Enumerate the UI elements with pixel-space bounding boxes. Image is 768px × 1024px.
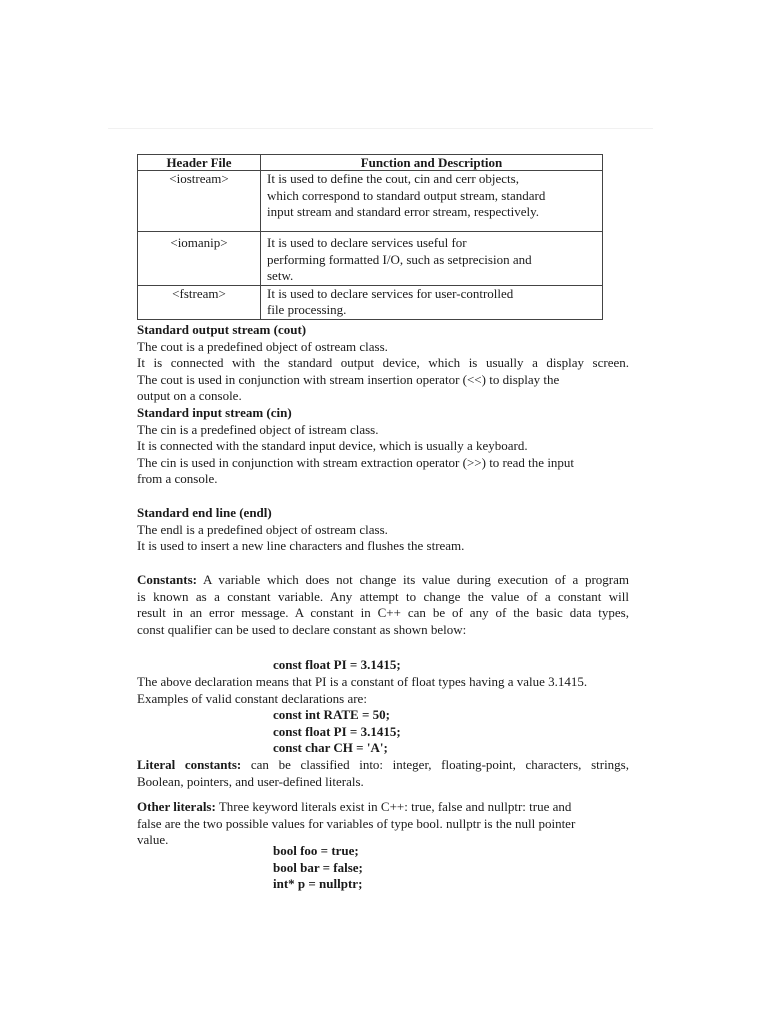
table-row: [138, 171, 603, 232]
paragraph-line: from a console.: [137, 471, 218, 487]
paragraph-line: value.: [137, 832, 169, 848]
paragraph-line: const qualifier can be used to declare constant as shown below:: [137, 621, 467, 637]
column-header-description: Function and Description: [261, 155, 603, 171]
stream-sections: [137, 322, 629, 488]
description-line: It is used to declare services useful for: [267, 235, 467, 250]
code-line: const char CH = 'A';: [273, 740, 388, 756]
paragraph-line: [137, 799, 629, 816]
constants-section: [137, 572, 629, 638]
paragraph-line: The cin is a predefined object of istream class.: [137, 421, 379, 437]
constants-label: Constants:: [137, 572, 197, 587]
header-file-cell: <iomanip>: [138, 232, 261, 286]
paragraph-line: It is connected with the standard input device, which is usually a keyboard.: [137, 438, 528, 454]
paragraph-text: can be classified into: integer, floating-point, characters, strings,: [241, 757, 629, 772]
paragraph-line: [137, 757, 629, 774]
paragraph-text: Three keyword literals exist in C++: true, false and nullptr: true and: [215, 799, 572, 814]
description-line: It is used to define the cout, cin and cerr objects,: [267, 171, 519, 186]
code-block: [273, 707, 401, 757]
code-block: [273, 843, 363, 893]
paragraph-line: The above declaration means that PI is a constant of float types having a value 3.1415.: [137, 674, 588, 689]
paragraph-line: The cout is used in conjunction with stream insertion operator (<<) to display the: [137, 371, 560, 387]
header-file-cell: <iostream>: [138, 171, 261, 232]
paragraph-line: It is used to insert a new line characters and flushes the stream.: [137, 538, 465, 554]
code-example: [273, 657, 401, 674]
paragraph-line: result in an error message. A constant in C++ can be of any of the basic data types,: [137, 605, 629, 621]
paragraph-line: [137, 572, 629, 589]
cout-heading: Standard output stream (cout): [137, 322, 307, 337]
table-row: [138, 232, 603, 286]
paragraph-line: Boolean, pointers, and user-defined literals.: [137, 773, 364, 789]
other-literals-label: Other literals:: [137, 799, 216, 814]
paragraph-line: It is connected with the standard output device, which is usually a display screen.: [137, 355, 629, 371]
description-line: performing formatted I/O, such as setprecision and: [267, 251, 532, 267]
code-line: const int RATE = 50;: [273, 707, 390, 722]
description-line: file processing.: [267, 302, 347, 317]
description-line: It is used to declare services for user-controlled: [267, 285, 514, 301]
description-line: input stream and standard error stream, respectively.: [267, 204, 540, 219]
code-line: int* p = nullptr;: [273, 876, 363, 892]
page-edge-divider: [108, 128, 653, 129]
description-cell: [261, 171, 603, 232]
header-files-table: [137, 154, 603, 320]
description-line: which correspond to standard output stream, standard: [267, 187, 546, 203]
paragraph-line: The cout is a predefined object of ostream class.: [137, 338, 388, 354]
code-line: bool bar = false;: [273, 859, 363, 875]
paragraph-line: Examples of valid constant declarations are:: [137, 690, 367, 706]
description-cell: [261, 285, 603, 319]
constants-explanation: [137, 674, 629, 707]
endl-heading: Standard end line (endl): [137, 505, 272, 520]
table-row: [138, 285, 603, 319]
paragraph-line: output on a console.: [137, 388, 242, 404]
endl-section: [137, 505, 629, 555]
paragraph-line: is known as a constant variable. Any attempt to change the value of a constant will: [137, 588, 629, 604]
other-literals-section: [137, 799, 629, 849]
code-line: const float PI = 3.1415;: [273, 723, 401, 739]
paragraph-line: The endl is a predefined object of ostream class.: [137, 521, 388, 537]
table-header-row: [138, 155, 603, 171]
code-line: bool foo = true;: [273, 843, 359, 858]
code-line: const float PI = 3.1415;: [273, 657, 401, 672]
description-cell: [261, 232, 603, 286]
header-file-cell: <fstream>: [138, 285, 261, 319]
literal-constants-section: [137, 757, 629, 790]
paragraph-line: The cin is used in conjunction with stream extraction operator (>>) to read the input: [137, 454, 575, 470]
literal-constants-label: Literal constants:: [137, 757, 242, 772]
paragraph-line: false are the two possible values for variables of type bool. nullptr is the null pointer: [137, 815, 576, 831]
paragraph-text: A variable which does not change its value during execution of a program: [196, 572, 629, 587]
cin-heading: Standard input stream (cin): [137, 404, 292, 420]
description-line: setw.: [267, 268, 294, 283]
column-header-file: Header File: [138, 155, 261, 171]
